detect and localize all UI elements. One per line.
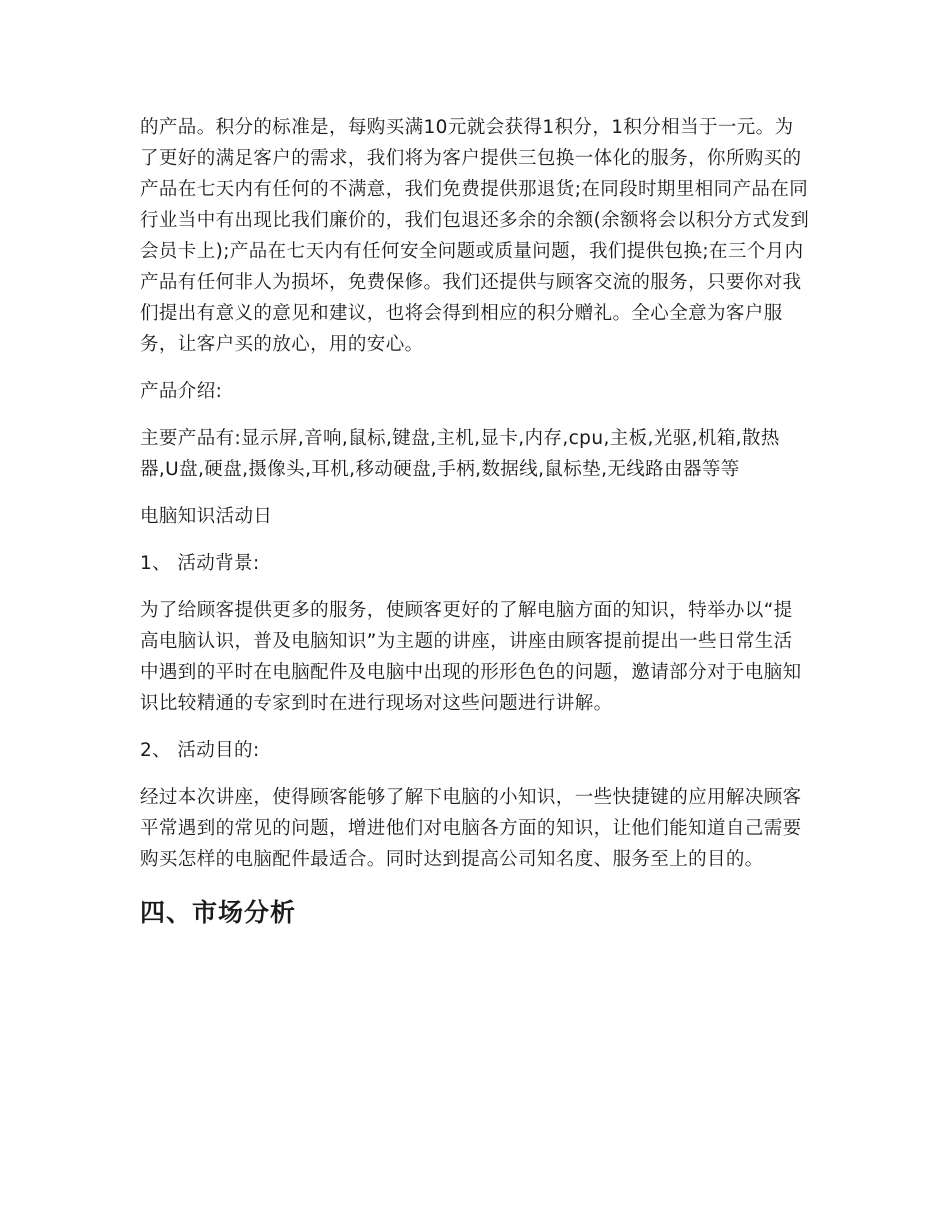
paragraph-product-intro-label: 产品介绍:	[140, 381, 223, 402]
paragraph-product-list: 主要产品有:显示屏,音响,鼠标,键盘,主机,显卡,内存,cpu,主板,光驱,机箱,散热器,U盘,硬盘,摄像头,耳机,移动硬盘,手柄,数据线,鼠标垫,无线路由器等等	[140, 428, 780, 480]
paragraph-activity-background: 为了给顾客提供更多的服务，使顾客更好的了解电脑方面的知识，特举办以“提高电脑认识，普及电脑知识”为主题的讲座，讲座由顾客提前提出一些日常生活中遇到的平时在电脑配件及电脑中出现的形形色色的问题，邀请部分对于电脑知识比较精通的专家到时在进行现场对这些问题进行讲解。	[140, 600, 802, 714]
paragraph-activity-background-label: 1、 活动背景:	[140, 553, 260, 574]
paragraph-activity-purpose: 经过本次讲座，使得顾客能够了解下电脑的小知识，一些快捷键的应用解决顾客平常遇到的常见的问题，增进他们对电脑各方面的知识，让他们能知道自己需要购买怎样的电脑配件最适合。同时达到提高公司知名度、服务至上的目的。	[140, 787, 802, 870]
paragraph-activity-purpose-label: 2、 活动目的:	[140, 740, 260, 761]
section-heading-market-analysis: 四、市场分析	[140, 898, 297, 927]
paragraph-activity-title: 电脑知识活动日	[140, 506, 273, 527]
document-body	[140, 112, 810, 933]
paragraph-points-policy: 的产品。积分的标准是，每购买满10元就会获得1积分，1积分相当于一元。为了更好的满足客户的需求，我们将为客户提供三包换一体化的服务，你所购买的产品在七天内有任何的不满意，我们免费提供那退货;在同段时期里相同产品在同行业当中有出现比我们廉价的，我们包退还多余的余额(余额将会以积分方式发到会员卡上);产品在七天内有任何安全问题或质量问题，我们提供包换;在三个月内产品有任何非人为损坏，免费保修。我们还提供与顾客交流的服务，只要你对我们提出有意义的意见和建议，也将会得到相应的积分赠礼。全心全意为客户服务，让客户买的放心，用的安心。	[140, 117, 810, 355]
